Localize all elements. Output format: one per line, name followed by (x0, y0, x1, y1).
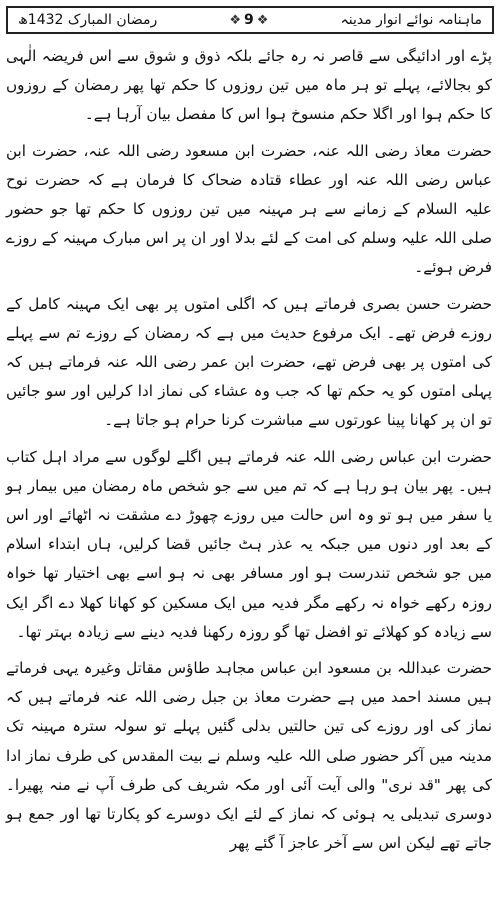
page-number-badge (229, 12, 268, 28)
paragraph: حضرت ابن عباس رضی اللہ عنہ فرماتے ہیں اگلے لوگوں سے مراد اہل کتاب ہیں۔ پھر بیان ہو رہا ہے کہ تم میں سے جو شخص ماہ رمضان میں بیمار ہو یا سفر میں ہو تو وہ اس حالت میں روزے چھوڑ دے مشقت نہ اٹھائے اور اس کے بعد اور دنوں میں جبکہ یہ عذر ہٹ جائیں قضا کرلیں، ہاں ابتداء اسلام میں جو شخص تندرست ہو اور مسافر بھی نہ ہو اسے بھی اختیار تھا خواہ روزہ رکھے خواہ نہ رکھے مگر فدیہ میں ایک مسکین کو کھانا کھلا دے اگر ایک سے زیادہ کو کھلائے تو افضل تھا گو روزہ رکھنا فدیہ دینے سے زیادہ بہتر تھا۔ (6, 447, 492, 641)
paragraph: حضرت حسن بصری فرماتے ہیں کہ اگلی امتوں پر بھی ایک مہینہ کامل کے روزے فرض تھے۔ ایک مرفوع حدیث میں ہے کہ رمضان کے روزے تم سے پہلے کی امتوں پر بھی فرض تھے، حضرت ابن عمر رضی اللہ عنہ فرماتے ہیں کہ پہلی امتوں کو یہ حکم تھا کہ جب وہ عشاء کی نماز ادا کرلیں اور سو جائیں تو ان پر کھانا پینا عورتوں سے مباشرت کرنا حرام ہو جاتا ہے۔ (6, 294, 492, 430)
ornament-left-icon: ❖ (256, 12, 269, 28)
page-header (6, 6, 494, 34)
paragraph: حضرت معاذ رضی اللہ عنہ، حضرت ابن مسعود رضی اللہ عنہ، حضرت ابن عباس رضی اللہ عنہ اور عطاء قتادہ ضحاک کا فرمان ہے کہ حضرت نوح علیہ السلام کے زمانے سے ہر مہینہ میں تین روزوں کا حکم تھا جو حضور صلی اللہ علیہ وسلم کی امت کے لئے بدلا اور ان پر اس مبارک مہینہ کے روزے فرض ہوئے۔ (6, 141, 492, 277)
paragraph: پڑے اور ادائیگی سے قاصر نہ رہ جائے بلکہ ذوق و شوق سے اس فریضہ الٰہی کو بجالائے، پہلے تو ہر ماہ میں تین روزوں کا حکم تھا پھر رمضان کے روزوں کا حکم ہوا اور اگلا حکم منسوخ ہوا اس کا مفصل بیان آرہا ہے۔ (6, 47, 492, 124)
ornament-right-icon: ❖ (229, 12, 242, 28)
article-body (6, 42, 492, 865)
issue-month: رمضان المبارک 1432ھ (18, 12, 158, 28)
magazine-title: ماہنامہ نوائے انوار مدینہ (340, 12, 482, 28)
paragraph: حضرت عبداللہ بن مسعود ابن عباس مجاہد طاؤس مقاتل وغیرہ یہی فرماتے ہیں مسند احمد میں ہے حضرت معاذ بن جبل رضی اللہ عنہ فرماتے ہیں کہ نماز کی اور روزے کی تین حالتیں بدلی گئیں پہلے تو سولہ سترہ مہینہ تک مدینہ میں آکر حضور صلی اللہ علیہ وسلم نے بیت المقدس کی طرف نماز ادا کی پھر "قد نرى" والی آیت آئی اور مکہ شریف کی طرف آپ نے منہ پھیرا۔ دوسری تبدیلی یہ ہوئی کہ نماز کے لئے ایک دوسرے کو پکارتا تھا اور جمع ہو جاتے تھے لیکن اس سے آخر عاجز آ گئے پھر (6, 659, 492, 853)
page-number: 9 (244, 12, 254, 28)
